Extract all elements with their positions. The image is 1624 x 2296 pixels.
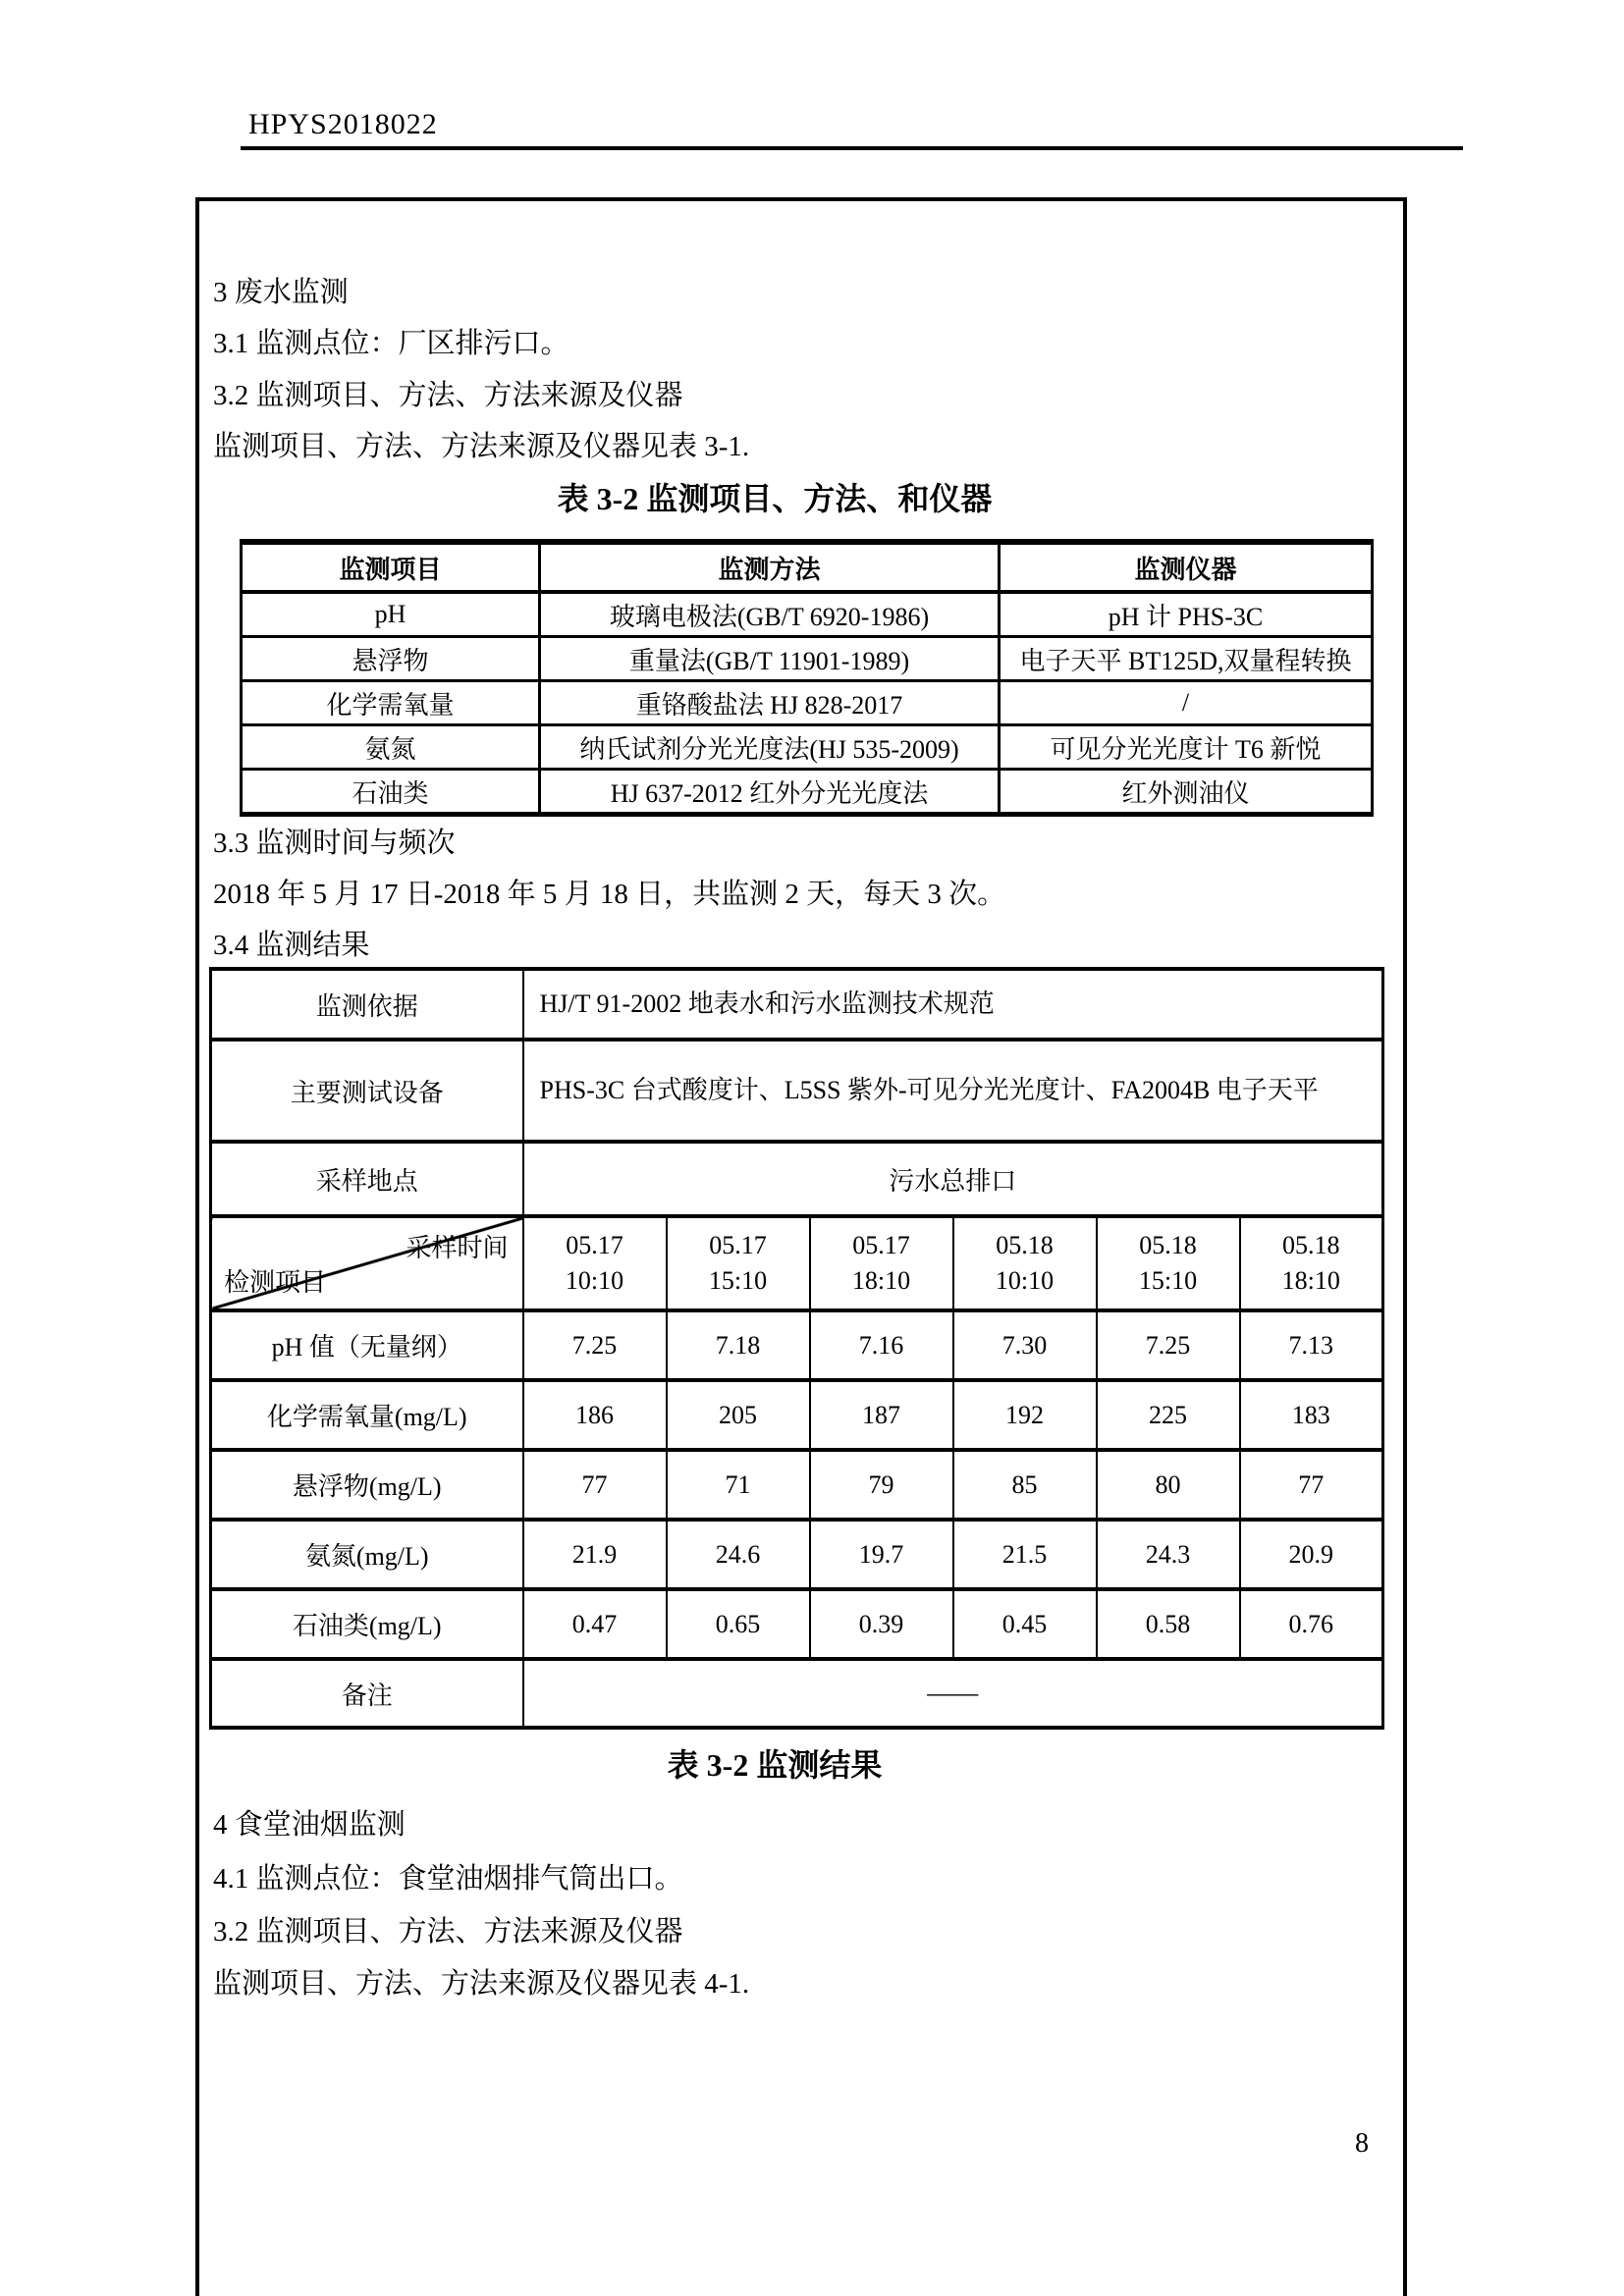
table-cell: /	[1000, 681, 1373, 725]
time-date: 05.17	[709, 1231, 767, 1259]
table-cell: pH 计 PHS-3C	[1000, 592, 1373, 637]
value-cell: 0.45	[953, 1589, 1097, 1659]
table-cell: 氨氮	[242, 725, 540, 770]
value-cell: 7.30	[953, 1310, 1097, 1380]
info-row-basis	[211, 969, 1383, 1040]
section33-heading: 3.3 监测时间与频次	[213, 828, 456, 859]
corner-cell	[211, 1216, 523, 1310]
time-date: 05.18	[996, 1231, 1054, 1259]
table-cell: 石油类	[242, 770, 540, 815]
row-value: 污水总排口	[523, 1142, 1383, 1216]
info-row-location	[211, 1142, 1383, 1216]
table-cell: 电子天平 BT125D,双量程转换	[1000, 637, 1373, 681]
col-header-instrument: 监测仪器	[1000, 542, 1373, 592]
time-clock: 10:10	[565, 1266, 624, 1295]
table2-title: 表 3-2 监测结果	[667, 1747, 883, 1783]
value-cell: 85	[953, 1450, 1097, 1520]
header-rule	[241, 146, 1463, 150]
section4-item-1: 4.1 监测点位：食堂油烟排气筒出口。	[213, 1863, 683, 1895]
value-cell: 205	[667, 1380, 810, 1450]
info-row-equipment	[211, 1040, 1383, 1142]
value-cell: 21.5	[953, 1520, 1097, 1589]
page-number: 8	[1355, 2128, 1369, 2159]
section4-heading: 4 食堂油烟监测	[213, 1809, 406, 1841]
table-cell: 悬浮物	[242, 637, 540, 681]
value-cell: 79	[810, 1450, 953, 1520]
value-cell: 0.39	[810, 1589, 953, 1659]
row-value: HJ/T 91-2002 地表水和污水监测技术规范	[523, 969, 1383, 1040]
value-cell: 7.25	[1097, 1310, 1240, 1380]
value-cell: 80	[1097, 1450, 1240, 1520]
time-clock: 15:10	[1138, 1266, 1198, 1295]
col-header-method: 监测方法	[540, 542, 1000, 592]
sampling-time-header-row	[211, 1216, 1383, 1310]
time-date: 05.17	[566, 1231, 623, 1259]
table-header-row	[242, 542, 1373, 592]
time-column-header	[523, 1216, 667, 1310]
section3-heading: 3 废水监测	[213, 277, 349, 308]
row-label: 主要测试设备	[211, 1040, 523, 1142]
row-label: 监测依据	[211, 969, 523, 1040]
value-cell: 24.3	[1097, 1520, 1240, 1589]
value-cell: 225	[1097, 1380, 1240, 1450]
value-cell: 7.18	[667, 1310, 810, 1380]
value-cell: 183	[1240, 1380, 1383, 1450]
value-cell: 0.76	[1240, 1589, 1383, 1659]
value-cell: 0.47	[523, 1589, 667, 1659]
row-value: PHS-3C 台式酸度计、L5SS 紫外-可见分光光度计、FA2004B 电子天平	[523, 1040, 1383, 1142]
corner-label-sampling-time: 采样时间	[406, 1234, 509, 1262]
time-column-header	[810, 1216, 953, 1310]
time-column-header	[953, 1216, 1097, 1310]
table-cell: 重量法(GB/T 11901-1989)	[540, 637, 1000, 681]
col-header-item: 监测项目	[242, 542, 540, 592]
monitoring-results-table	[209, 967, 1384, 1730]
time-clock: 18:10	[1281, 1266, 1340, 1295]
table2-container	[209, 967, 1384, 1730]
table-cell: pH	[242, 592, 540, 637]
time-clock: 18:10	[851, 1266, 911, 1295]
data-row-nh3n	[211, 1520, 1383, 1589]
value-cell: 21.9	[523, 1520, 667, 1589]
table1-container	[240, 539, 1374, 817]
data-row-ss	[211, 1450, 1383, 1520]
value-cell: 0.58	[1097, 1589, 1240, 1659]
data-row-ph	[211, 1310, 1383, 1380]
table1-title: 表 3-2 监测项目、方法、和仪器	[557, 481, 993, 516]
row-label: 备注	[211, 1659, 523, 1728]
corner-label-test-item: 检测项目	[224, 1268, 327, 1297]
time-column-header	[1097, 1216, 1240, 1310]
section4-item-3: 监测项目、方法、方法来源及仪器见表 4-1.	[213, 1968, 750, 2000]
data-row-cod	[211, 1380, 1383, 1450]
value-cell: 7.16	[810, 1310, 953, 1380]
table-row	[242, 637, 1373, 681]
row-label: pH 值（无量纲）	[211, 1310, 523, 1380]
time-column-header	[667, 1216, 810, 1310]
row-label: 氨氮(mg/L)	[211, 1520, 523, 1589]
remark-value: ——	[523, 1659, 1383, 1728]
value-cell: 77	[523, 1450, 667, 1520]
table-row	[242, 681, 1373, 725]
value-cell: 77	[1240, 1450, 1383, 1520]
data-row-oil	[211, 1589, 1383, 1659]
table-cell: HJ 637-2012 红外分光光度法	[540, 770, 1000, 815]
time-column-header	[1240, 1216, 1383, 1310]
time-clock: 10:10	[995, 1266, 1055, 1295]
monitoring-methods-table	[240, 539, 1374, 817]
time-date: 05.18	[1282, 1231, 1340, 1259]
row-label: 石油类(mg/L)	[211, 1589, 523, 1659]
row-label: 悬浮物(mg/L)	[211, 1450, 523, 1520]
value-cell: 0.65	[667, 1589, 810, 1659]
row-label: 化学需氧量(mg/L)	[211, 1380, 523, 1450]
section3-item-2: 3.2 监测项目、方法、方法来源及仪器	[213, 380, 683, 411]
section33-body: 2018 年 5 月 17 日-2018 年 5 月 18 日，共监测 2 天，每天 3 次。	[213, 879, 1006, 910]
table-cell: 重铬酸盐法 HJ 828-2017	[540, 681, 1000, 725]
table-cell: 可见分光光度计 T6 新悦	[1000, 725, 1373, 770]
table-cell: 化学需氧量	[242, 681, 540, 725]
section34-heading: 3.4 监测结果	[213, 930, 370, 961]
value-cell: 20.9	[1240, 1520, 1383, 1589]
table-row	[242, 725, 1373, 770]
section3-item-3: 监测项目、方法、方法来源及仪器见表 3-1.	[213, 431, 750, 462]
section4-item-2: 3.2 监测项目、方法、方法来源及仪器	[213, 1916, 683, 1948]
time-date: 05.18	[1139, 1231, 1197, 1259]
section3-item-1: 3.1 监测点位：厂区排污口。	[213, 328, 569, 359]
table-cell: 纳氏试剂分光光度法(HJ 535-2009)	[540, 725, 1000, 770]
table-cell: 红外测油仪	[1000, 770, 1373, 815]
time-clock: 15:10	[708, 1266, 768, 1295]
value-cell: 192	[953, 1380, 1097, 1450]
table-cell: 玻璃电极法(GB/T 6920-1986)	[540, 592, 1000, 637]
remark-row	[211, 1659, 1383, 1728]
value-cell: 7.25	[523, 1310, 667, 1380]
table-row	[242, 592, 1373, 637]
value-cell: 71	[667, 1450, 810, 1520]
time-date: 05.17	[852, 1231, 910, 1259]
value-cell: 24.6	[667, 1520, 810, 1589]
value-cell: 19.7	[810, 1520, 953, 1589]
row-label: 采样地点	[211, 1142, 523, 1216]
value-cell: 186	[523, 1380, 667, 1450]
table-row	[242, 770, 1373, 815]
value-cell: 187	[810, 1380, 953, 1450]
value-cell: 7.13	[1240, 1310, 1383, 1380]
doc-code: HPYS2018022	[248, 108, 438, 140]
